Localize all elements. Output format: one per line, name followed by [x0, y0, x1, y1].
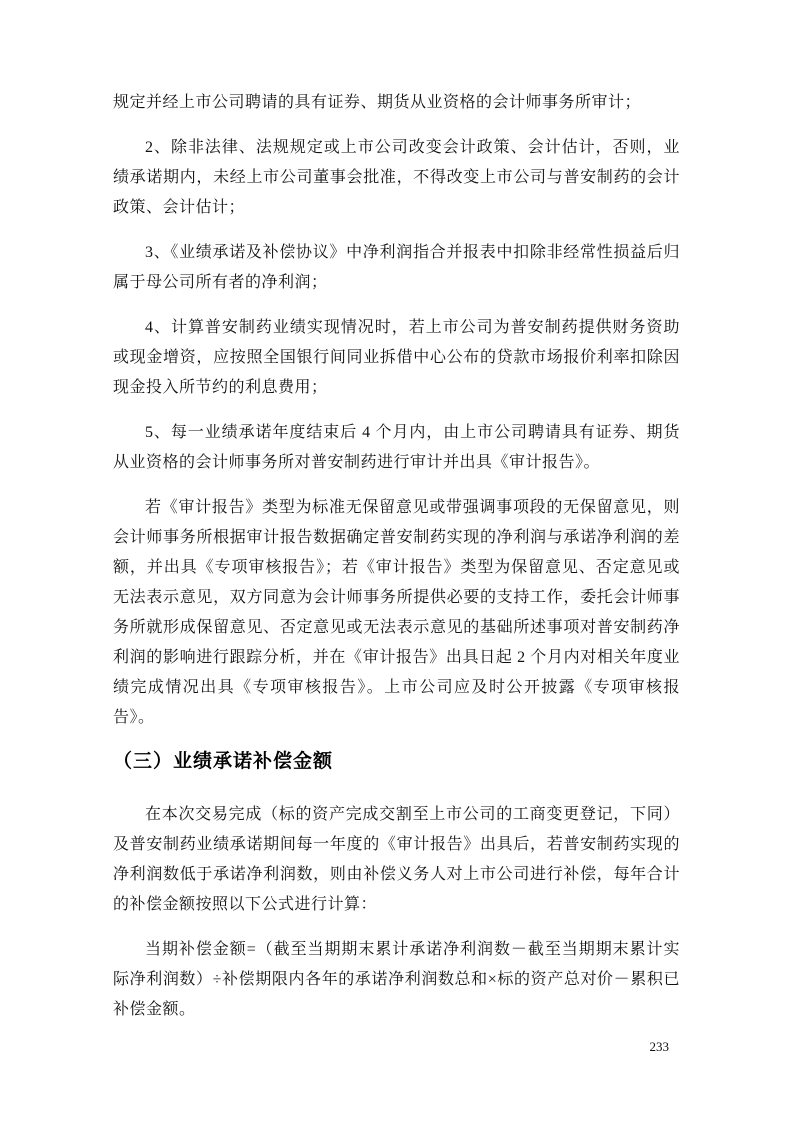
paragraph-item-4-interest-deduction: 4、计算普安制药业绩实现情况时，若上市公司为普安制药提供财务资助或现金增资，应按照全国银行间同业拆借中心公布的贷款市场报价利率扣除因现金投入所节约的利息费用； [113, 319, 680, 396]
paragraph-item-5-audit-report-timing: 5、每一业绩承诺年度结束后 4 个月内，由上市公司聘请具有证券、期货从业资格的会计师事务所对普安制药进行审计并出具《审计报告》。 [113, 424, 680, 471]
paragraph-compensation-formula: 当期补偿金额=（截至当期期末累计承诺净利润数－截至当期期末累计实际净利润数）÷补偿期限内各年的承诺净利润数总和×标的资产总对价－累积已补偿金额。 [113, 941, 680, 1018]
page-number: 233 [649, 1039, 669, 1054]
paragraph-item-3-net-profit-definition: 3、《业绩承诺及补偿协议》中净利润指合并报表中扣除非经常性损益后归属于母公司所有者的净利润； [113, 244, 680, 291]
section-heading-compensation-amount: （三）业绩承诺补偿金额 [113, 751, 334, 772]
document-body [113, 88, 680, 1040]
paragraph-audit-opinion-types: 若《审计报告》类型为标准无保留意见或带强调事项段的无保留意见，则会计师事务所根据审计报告数据确定普安制药实现的净利润与承诺净利润的差额，并出具《专项审核报告》；若《审计报告》类型为保留意见、否定意见或无法表示意见，双方同意为会计师事务所提供必要的支持工作，委托会计师事务所就形成保留意见、否定意见或无法表示意见的基础所述事项对普安制药净利润的影响进行跟踪分析，并在《审计报告》出具日起 2 个月内对相关年度业绩完成情况出具《专项审核报告》。上市公司应及时公开披露《专项审核报告》。 [113, 499, 680, 726]
paragraph-audit-qualification: 规定并经上市公司聘请的具有证券、期货从业资格的会计师事务所审计； [113, 94, 642, 111]
paragraph-compensation-trigger: 在本次交易完成（标的资产完成交割至上市公司的工商变更登记，下同）及普安制药业绩承诺期间每一年度的《审计报告》出具后，若普安制药实现的净利润数低于承诺净利润数，则由补偿义务人对上市公司进行补偿，每年合计的补偿金额按照以下公式进行计算： [113, 806, 680, 913]
paragraph-item-2-accounting-policy: 2、除非法律、法规规定或上市公司改变会计政策、会计估计，否则，业绩承诺期内，未经上市公司董事会批准，不得改变上市公司与普安制药的会计政策、会计估计； [113, 139, 680, 216]
